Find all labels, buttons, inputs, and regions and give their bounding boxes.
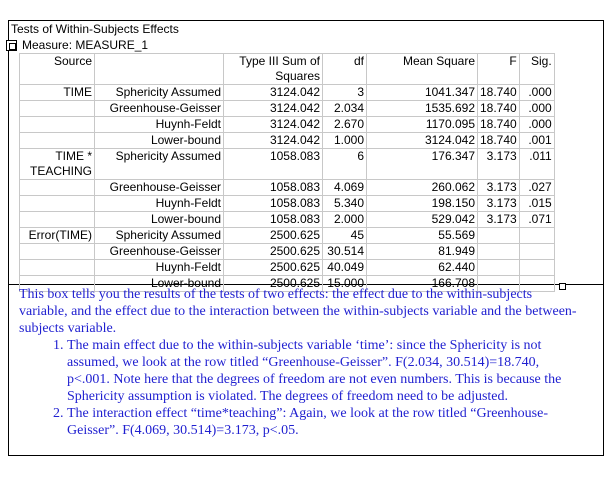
ms-cell: 55.569 — [367, 228, 478, 244]
source-cell: TIME — [20, 85, 95, 101]
ss-cell: 1058.083 — [224, 196, 323, 212]
table-row — [20, 101, 555, 117]
source-cell — [20, 180, 95, 196]
correction-cell: Lower-bound — [95, 133, 224, 149]
df-cell: 4.069 — [323, 180, 367, 196]
ms-cell: 1170.095 — [367, 117, 478, 133]
pivot-toggle-icon[interactable] — [6, 40, 17, 51]
correction-cell: Greenhouse-Geisser — [95, 244, 224, 260]
table-row — [20, 260, 555, 276]
ss-cell: 1058.083 — [224, 149, 323, 180]
sig-cell: .015 — [519, 196, 554, 212]
ms-cell: 260.062 — [367, 180, 478, 196]
correction-cell: Greenhouse-Geisser — [95, 101, 224, 117]
sig-cell: .011 — [519, 149, 554, 180]
header-correction — [95, 54, 224, 85]
f-cell — [478, 228, 520, 244]
ss-cell: 3124.042 — [224, 85, 323, 101]
df-cell: 5.340 — [323, 196, 367, 212]
correction-cell: Greenhouse-Geisser — [95, 180, 224, 196]
source-cell: TIME * TEACHING — [20, 149, 95, 180]
ss-cell: 2500.625 — [224, 228, 323, 244]
f-cell: 18.740 — [478, 117, 520, 133]
ss-cell: 1058.083 — [224, 212, 323, 228]
explanation-intro: This box tells you the results of the tests of two effects: the effect due to the within-subjects variable, and the effect due to the interaction between the within-subjects variable and the between-subjects variable. — [19, 287, 577, 336]
df-cell: 3 — [323, 85, 367, 101]
sig-cell: .000 — [519, 101, 554, 117]
ms-cell: 81.949 — [367, 244, 478, 260]
header-f: F — [478, 54, 520, 85]
explanation-box — [19, 286, 584, 439]
table-row — [20, 228, 555, 244]
df-cell: 30.514 — [323, 244, 367, 260]
table-header-row — [20, 54, 555, 85]
sig-cell: .071 — [519, 212, 554, 228]
ss-cell: 3124.042 — [224, 133, 323, 149]
ms-cell: 166.708 — [367, 276, 478, 292]
table-row — [20, 180, 555, 196]
correction-cell: Sphericity Assumed — [95, 85, 224, 101]
df-cell: 1.000 — [323, 133, 367, 149]
ss-cell: 1058.083 — [224, 180, 323, 196]
header-df: df — [323, 54, 367, 85]
sig-cell — [519, 244, 554, 260]
sig-cell: .001 — [519, 133, 554, 149]
explanation-list — [19, 337, 584, 439]
df-cell: 2.670 — [323, 117, 367, 133]
source-cell: Error(TIME) — [20, 228, 95, 244]
sig-cell — [519, 228, 554, 244]
df-cell: 6 — [323, 149, 367, 180]
correction-cell: Huynh-Feldt — [95, 117, 224, 133]
source-cell — [20, 244, 95, 260]
ss-cell: 2500.625 — [224, 260, 323, 276]
sig-cell — [519, 260, 554, 276]
df-cell: 40.049 — [323, 260, 367, 276]
ms-cell: 1041.347 — [367, 85, 478, 101]
table-row — [20, 149, 555, 180]
correction-cell: Lower-bound — [95, 212, 224, 228]
table-row — [20, 85, 555, 101]
source-cell — [20, 101, 95, 117]
sig-cell: .000 — [519, 85, 554, 101]
header-ms: Mean Square — [367, 54, 478, 85]
ms-cell: 1535.692 — [367, 101, 478, 117]
correction-cell: Huynh-Feldt — [95, 196, 224, 212]
header-sig: Sig. — [519, 54, 554, 85]
f-cell — [478, 260, 520, 276]
table-body — [20, 85, 555, 292]
f-cell: 18.740 — [478, 133, 520, 149]
f-cell: 18.740 — [478, 85, 520, 101]
ms-cell: 529.042 — [367, 212, 478, 228]
ms-cell: 198.150 — [367, 196, 478, 212]
table-row — [20, 117, 555, 133]
source-cell — [20, 196, 95, 212]
table-row — [20, 212, 555, 228]
correction-cell: Huynh-Feldt — [95, 260, 224, 276]
explanation-item: 1. The main effect due to the within-subjects variable ‘time’: since the Sphericity is not assumed, we look at the row titled “Greenhouse-Geisser”. F(2.034, 30.514)=18.740, p<.001. Note here that the degrees of freedom are not even numbers. This is because the Sphericity assumption is violated. The degrees of freedom need to be adjusted. — [67, 337, 584, 405]
source-cell — [20, 133, 95, 149]
f-cell — [478, 244, 520, 260]
df-cell: 45 — [323, 228, 367, 244]
f-cell: 3.173 — [478, 212, 520, 228]
f-cell: 18.740 — [478, 101, 520, 117]
ss-cell: 3124.042 — [224, 117, 323, 133]
df-cell: 15.000 — [323, 276, 367, 292]
df-cell: 2.034 — [323, 101, 367, 117]
correction-cell: Lower-bound — [95, 276, 224, 292]
source-cell — [20, 117, 95, 133]
sig-cell: .000 — [519, 117, 554, 133]
ss-cell: 2500.625 — [224, 276, 323, 292]
header-ss: Type III Sum of Squares — [224, 54, 323, 85]
table-row — [20, 244, 555, 260]
table-row — [20, 133, 555, 149]
within-subjects-effects-table[interactable] — [19, 53, 555, 292]
header-source: Source — [20, 54, 95, 85]
df-cell: 2.000 — [323, 212, 367, 228]
correction-cell: Sphericity Assumed — [95, 228, 224, 244]
sig-cell: .027 — [519, 180, 554, 196]
f-cell: 3.173 — [478, 196, 520, 212]
explanation-item: 2. The interaction effect “time*teaching”: Again, we look at the row titled “Greenhouse-Geisser”. F(4.069, 30.514)=3.173, p<.05. — [67, 405, 584, 439]
table-row — [20, 196, 555, 212]
measure-label: Measure: MEASURE_1 — [22, 38, 149, 52]
ss-cell: 2500.625 — [224, 244, 323, 260]
table-caption: Tests of Within-Subjects Effects — [11, 22, 179, 36]
source-cell — [20, 212, 95, 228]
correction-cell: Sphericity Assumed — [95, 149, 224, 180]
ss-cell: 3124.042 — [224, 101, 323, 117]
ms-cell: 3124.042 — [367, 133, 478, 149]
ms-cell: 62.440 — [367, 260, 478, 276]
f-cell: 3.173 — [478, 149, 520, 180]
source-cell — [20, 260, 95, 276]
f-cell: 3.173 — [478, 180, 520, 196]
ms-cell: 176.347 — [367, 149, 478, 180]
